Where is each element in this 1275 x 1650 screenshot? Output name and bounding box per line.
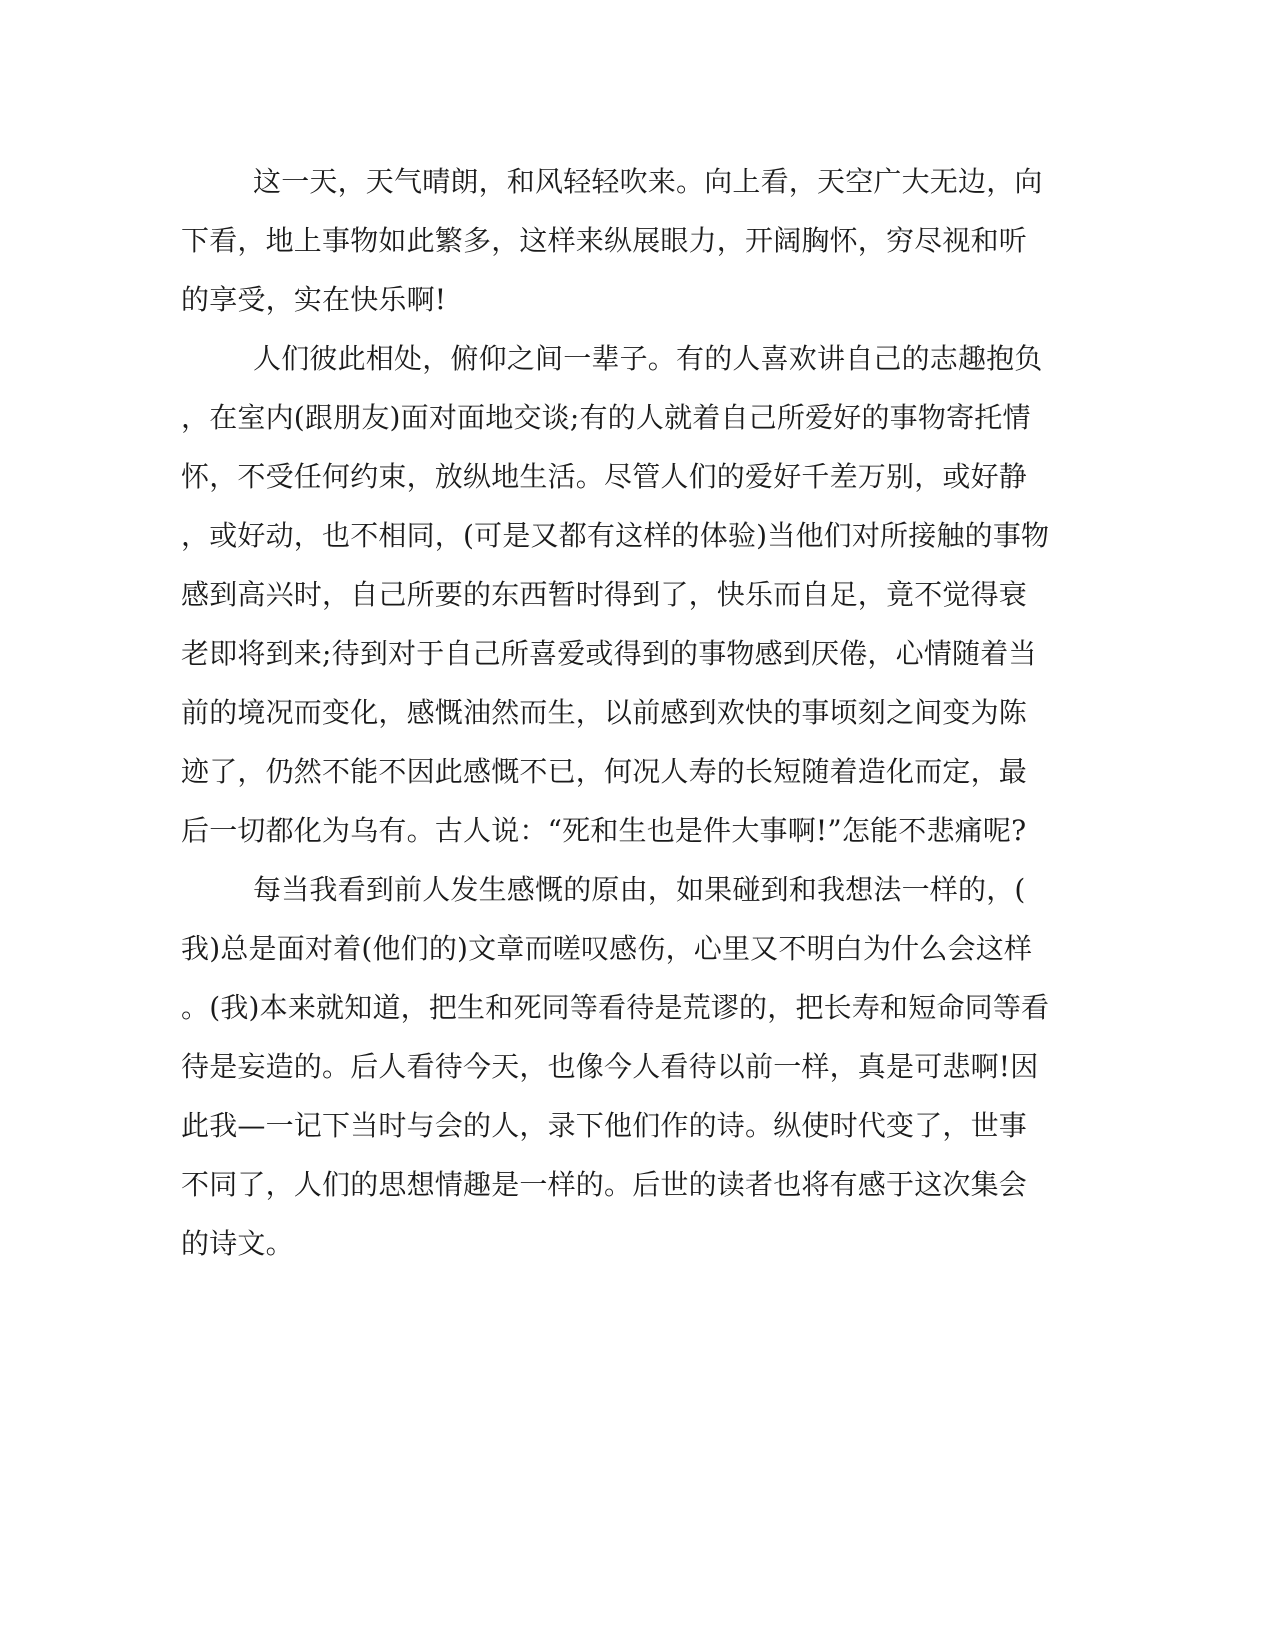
text-line: 后一切都化为乌有。古人说：“死和生也是件大事啊!”怎能不悲痛呢?: [181, 814, 1027, 847]
text-line: 每当我看到前人发生感慨的原由，如果碰到和我想法一样的，(: [253, 873, 1026, 906]
text-line: 待是妄造的。后人看待今天，也像今人看待以前一样，真是可悲啊!因: [181, 1050, 1039, 1083]
text-line: 这一天，天气晴朗，和风轻轻吹来。向上看，天空广大无边，向: [253, 165, 1043, 198]
document-body: [181, 152, 1050, 1273]
text-line: 的享受，实在快乐啊!: [181, 283, 447, 316]
text-line: 的诗文。: [181, 1227, 294, 1260]
text-line: 怀，不受任何约束，放纵地生活。尽管人们的爱好千差万别，或好静: [181, 460, 1028, 493]
text-line: 前的境况而变化，感慨油然而生，以前感到欢快的事顷刻之间变为陈: [181, 696, 1028, 729]
text-line: 我)总是面对着(他们的)文章而嗟叹感伤，心里又不明白为什么会这样: [181, 932, 1033, 965]
text-line: 不同了，人们的思想情趣是一样的。后世的读者也将有感于这次集会: [181, 1168, 1028, 1201]
text-line: 感到高兴时，自己所要的东西暂时得到了，快乐而自足，竟不觉得衰: [181, 578, 1028, 611]
text-line: 迹了，仍然不能不因此感慨不已，何况人寿的长短随着造化而定，最: [181, 755, 1028, 788]
text-line: 。(我)本来就知道，把生和死同等看待是荒谬的，把长寿和短命同等看: [181, 991, 1050, 1024]
text-line: 人们彼此相处，俯仰之间一辈子。有的人喜欢讲自己的志趣抱负: [253, 342, 1043, 375]
text-line: ，在室内(跟朋友)面对面地交谈;有的人就着自己所爱好的事物寄托情: [181, 401, 1031, 434]
paragraph-2: [181, 329, 1050, 860]
text-line: 老即将到来;待到对于自己所喜爱或得到的事物感到厌倦，心情随着当: [181, 637, 1037, 670]
text-line: 下看，地上事物如此繁多，这样来纵展眼力，开阔胸怀，穷尽视和听: [181, 224, 1028, 257]
paragraph-1: [181, 152, 1041, 329]
text-line: ，或好动，也不相同，(可是又都有这样的体验)当他们对所接触的事物: [181, 519, 1050, 552]
paragraph-3: [181, 860, 1050, 1273]
text-line: 此我—一记下当时与会的人，录下他们作的诗。纵使时代变了，世事: [181, 1109, 1028, 1142]
